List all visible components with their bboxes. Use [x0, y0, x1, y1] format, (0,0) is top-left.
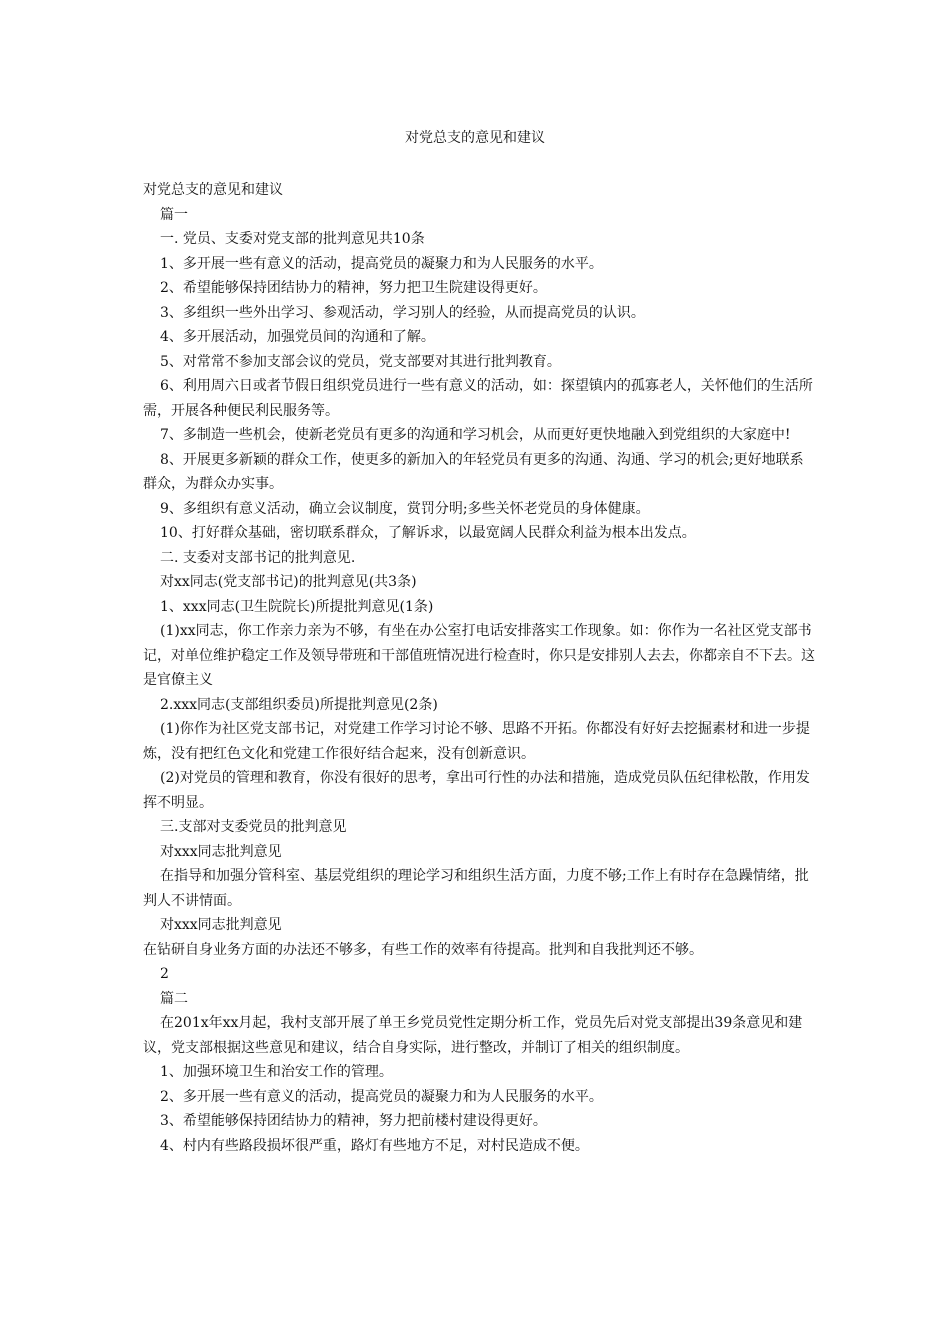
page-number: 在钻研自身业务方面的办法还不够多，有些工作的效率有待提高。批判和自我批判还不够。 — [143, 941, 703, 958]
paragraph: 6、利用周六日或者节假日组织党员进行一些有意义的活动，如：探望镇内的孤寡老人，关怀他们的生活所需，开展各种便民利民服务等。 — [143, 378, 813, 419]
paragraph: (1)你作为社区党支部书记，对党建工作学习讨论不够、思路不开拓。你都没有好好去挖掘素材和进一步提炼，没有把红色文化和党建工作很好结合起来，没有创新意识。 — [143, 721, 810, 762]
paragraph: 1、加强环境卫生和治安工作的管理。 — [160, 1064, 393, 1080]
paragraph: 3、多组织一些外出学习、参观活动，学习别人的经验，从而提高党员的认识。 — [160, 304, 645, 321]
paragraph: 在201x年xx月起，我村支部开展了单王乡党员党性定期分析工作，党员先后对党支部提出39条意见和建议，党支部根据这些意见和建议，结合自身实际，进行整改，并制订了相关的组织制度。 — [143, 1015, 803, 1056]
paragraph: (1)xx同志，你工作亲力亲为不够，有坐在办公室打电话安排落实工作现象。如：你作为一名社区党支部书记，对单位维护稳定工作及领导带班和干部值班情况进行检查时，你只是安排别人去去，你都亲自不下去。这是官僚主义 — [143, 623, 815, 688]
paragraph: 二. 支委对支部书记的批判意见. — [160, 549, 356, 566]
paragraph: 5、对常常不参加支部会议的党员，党支部要对其进行批判教育。 — [160, 353, 561, 370]
paragraph: 对xxx同志批判意见 — [160, 917, 282, 933]
paragraph: 一. 党员、支委对党支部的批判意见共10条 — [160, 231, 425, 247]
paragraph: 9、多组织有意义活动，确立会议制度，赏罚分明;多些关怀老党员的身体健康。 — [160, 500, 650, 517]
paragraph: 4、多开展活动，加强党员间的沟通和了解。 — [160, 329, 435, 345]
paragraph: 8、开展更多新颖的群众工作，使更多的新加入的年轻党员有更多的沟通、沟通、学习的机会;更好地联系群众，为群众办实事。 — [143, 451, 804, 492]
paragraph: 对xxx同志批判意见 — [160, 843, 282, 860]
paragraph: 1、多开展一些有意义的活动，提高党员的凝聚力和为人民服务的水平。 — [160, 255, 603, 272]
paragraph: 2 — [160, 966, 169, 982]
paragraph: 4、村内有些路段损坏很严重，路灯有些地方不足，对村民造成不便。 — [160, 1137, 589, 1154]
paragraph: 2.xxx同志(支部组织委员)所提批判意见(2条) — [160, 696, 438, 713]
paragraph: 2、希望能够保持团结协力的精神，努力把卫生院建设得更好。 — [160, 280, 547, 296]
paragraph: 三.支部对支委党员的批判意见 — [160, 819, 347, 835]
paragraph: 在指导和加强分管科室、基层党组织的理论学习和组织生活方面，力度不够;工作上有时存在急躁情绪，批判人不讲情面。 — [143, 868, 809, 909]
paragraph: 3、希望能够保持团结协力的精神，努力把前楼村建设得更好。 — [160, 1113, 547, 1129]
page-title: 对党总支的意见和建议 — [405, 130, 545, 146]
paragraph: 篇二 — [160, 990, 188, 1007]
paragraph: (2)对党员的管理和教育，你没有很好的思考，拿出可行性的办法和措施，造成党员队伍纪律松散，作用发挥不明显。 — [143, 770, 810, 811]
document-body — [143, 178, 815, 1158]
paragraph: 篇一 — [160, 206, 188, 223]
paragraph: 7、多制造一些机会，使新老党员有更多的沟通和学习机会，从而更好更快地融入到党组织的大家庭中! — [160, 427, 791, 443]
paragraph: 对xx同志(党支部书记)的批判意见(共3条) — [160, 574, 417, 590]
paragraph: 对党总支的意见和建议 — [143, 182, 283, 198]
paragraph: 1、xxx同志(卫生院院长)所提批判意见(1条) — [160, 598, 434, 615]
paragraph: 2、多开展一些有意义的活动，提高党员的凝聚力和为人民服务的水平。 — [160, 1088, 603, 1105]
paragraph: 10、打好群众基础，密切联系群众，了解诉求，以最宽阔人民群众利益为根本出发点。 — [160, 525, 696, 541]
